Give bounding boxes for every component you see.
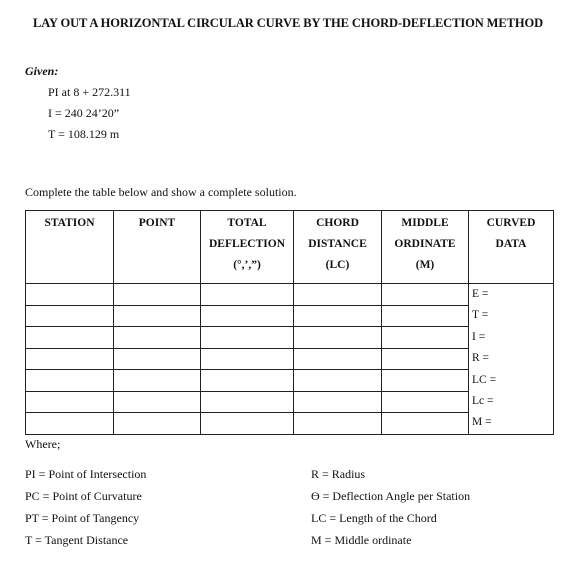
table-row (26, 284, 554, 306)
header-middle-ordinate: MIDDLE ORDINATE (M) (382, 211, 469, 284)
ordinate-cell[interactable] (382, 284, 469, 306)
header-station: STATION (26, 211, 114, 284)
deflection-cell[interactable] (201, 284, 294, 306)
legend-item: PC = Point of Curvature (25, 489, 142, 503)
legend-item: M = Middle ordinate (311, 533, 412, 547)
deflection-cell[interactable] (201, 305, 294, 327)
chord-cell[interactable] (294, 413, 382, 435)
table-header-row (26, 211, 554, 284)
legend-item: ϴ = Deflection Angle per Station (311, 489, 471, 503)
station-cell[interactable] (26, 413, 114, 435)
instruction-text: Complete the table below and show a complete solution. (25, 185, 297, 199)
ordinate-cell[interactable] (382, 391, 469, 413)
chord-cell[interactable] (294, 370, 382, 392)
chord-cell[interactable] (294, 391, 382, 413)
deflection-cell[interactable] (201, 413, 294, 435)
curved-data-item: LC = (472, 373, 497, 386)
ordinate-cell[interactable] (382, 370, 469, 392)
given-tangent: T = 108.129 m (48, 127, 120, 141)
point-cell[interactable] (114, 413, 201, 435)
given-label: Given: (25, 64, 59, 78)
legend-item: PT = Point of Tangency (25, 511, 140, 525)
point-cell[interactable] (114, 305, 201, 327)
curve-table (25, 210, 554, 435)
ordinate-cell[interactable] (382, 327, 469, 349)
curved-data-item: T = (472, 309, 489, 322)
curved-data-item: I = (472, 330, 486, 343)
station-cell[interactable] (26, 284, 114, 306)
curved-data-item: R = (472, 352, 490, 365)
legend-item: LC = Length of the Chord (311, 511, 437, 525)
header-chord-distance: CHORD DISTANCE (LC) (294, 211, 382, 284)
chord-cell[interactable] (294, 305, 382, 327)
header-curved-data: CURVED DATA (469, 211, 554, 284)
station-cell[interactable] (26, 348, 114, 370)
chord-cell[interactable] (294, 348, 382, 370)
deflection-cell[interactable] (201, 391, 294, 413)
station-cell[interactable] (26, 370, 114, 392)
curved-data-cell (469, 284, 554, 435)
legend-item: PI = Point of Intersection (25, 467, 147, 481)
deflection-cell[interactable] (201, 348, 294, 370)
curved-data-item: Lc = (472, 394, 494, 407)
point-cell[interactable] (114, 284, 201, 306)
curve-table-container (25, 210, 554, 435)
curved-data-item: M = (472, 416, 492, 429)
legend-right (311, 463, 470, 551)
deflection-cell[interactable] (201, 327, 294, 349)
chord-cell[interactable] (294, 284, 382, 306)
chord-cell[interactable] (294, 327, 382, 349)
deflection-cell[interactable] (201, 370, 294, 392)
where-label: Where; (25, 437, 61, 451)
legend-item: R = Radius (311, 467, 366, 481)
station-cell[interactable] (26, 391, 114, 413)
page-title: LAY OUT A HORIZONTAL CIRCULAR CURVE BY THE CHORD-DEFLECTION METHOD (32, 16, 544, 30)
legend-left (25, 463, 146, 551)
ordinate-cell[interactable] (382, 413, 469, 435)
station-cell[interactable] (26, 327, 114, 349)
ordinate-cell[interactable] (382, 305, 469, 327)
station-cell[interactable] (26, 305, 114, 327)
header-point: POINT (114, 211, 201, 284)
header-total-deflection: TOTAL DEFLECTION (°,’,”) (201, 211, 294, 284)
given-angle: I = 240 24’20” (48, 106, 120, 120)
given-pi: PI at 8 + 272.311 (48, 85, 131, 99)
table-body (26, 284, 554, 435)
point-cell[interactable] (114, 391, 201, 413)
legend-item: T = Tangent Distance (25, 533, 129, 547)
curved-data-item: E = (472, 288, 489, 300)
point-cell[interactable] (114, 348, 201, 370)
point-cell[interactable] (114, 370, 201, 392)
ordinate-cell[interactable] (382, 348, 469, 370)
point-cell[interactable] (114, 327, 201, 349)
